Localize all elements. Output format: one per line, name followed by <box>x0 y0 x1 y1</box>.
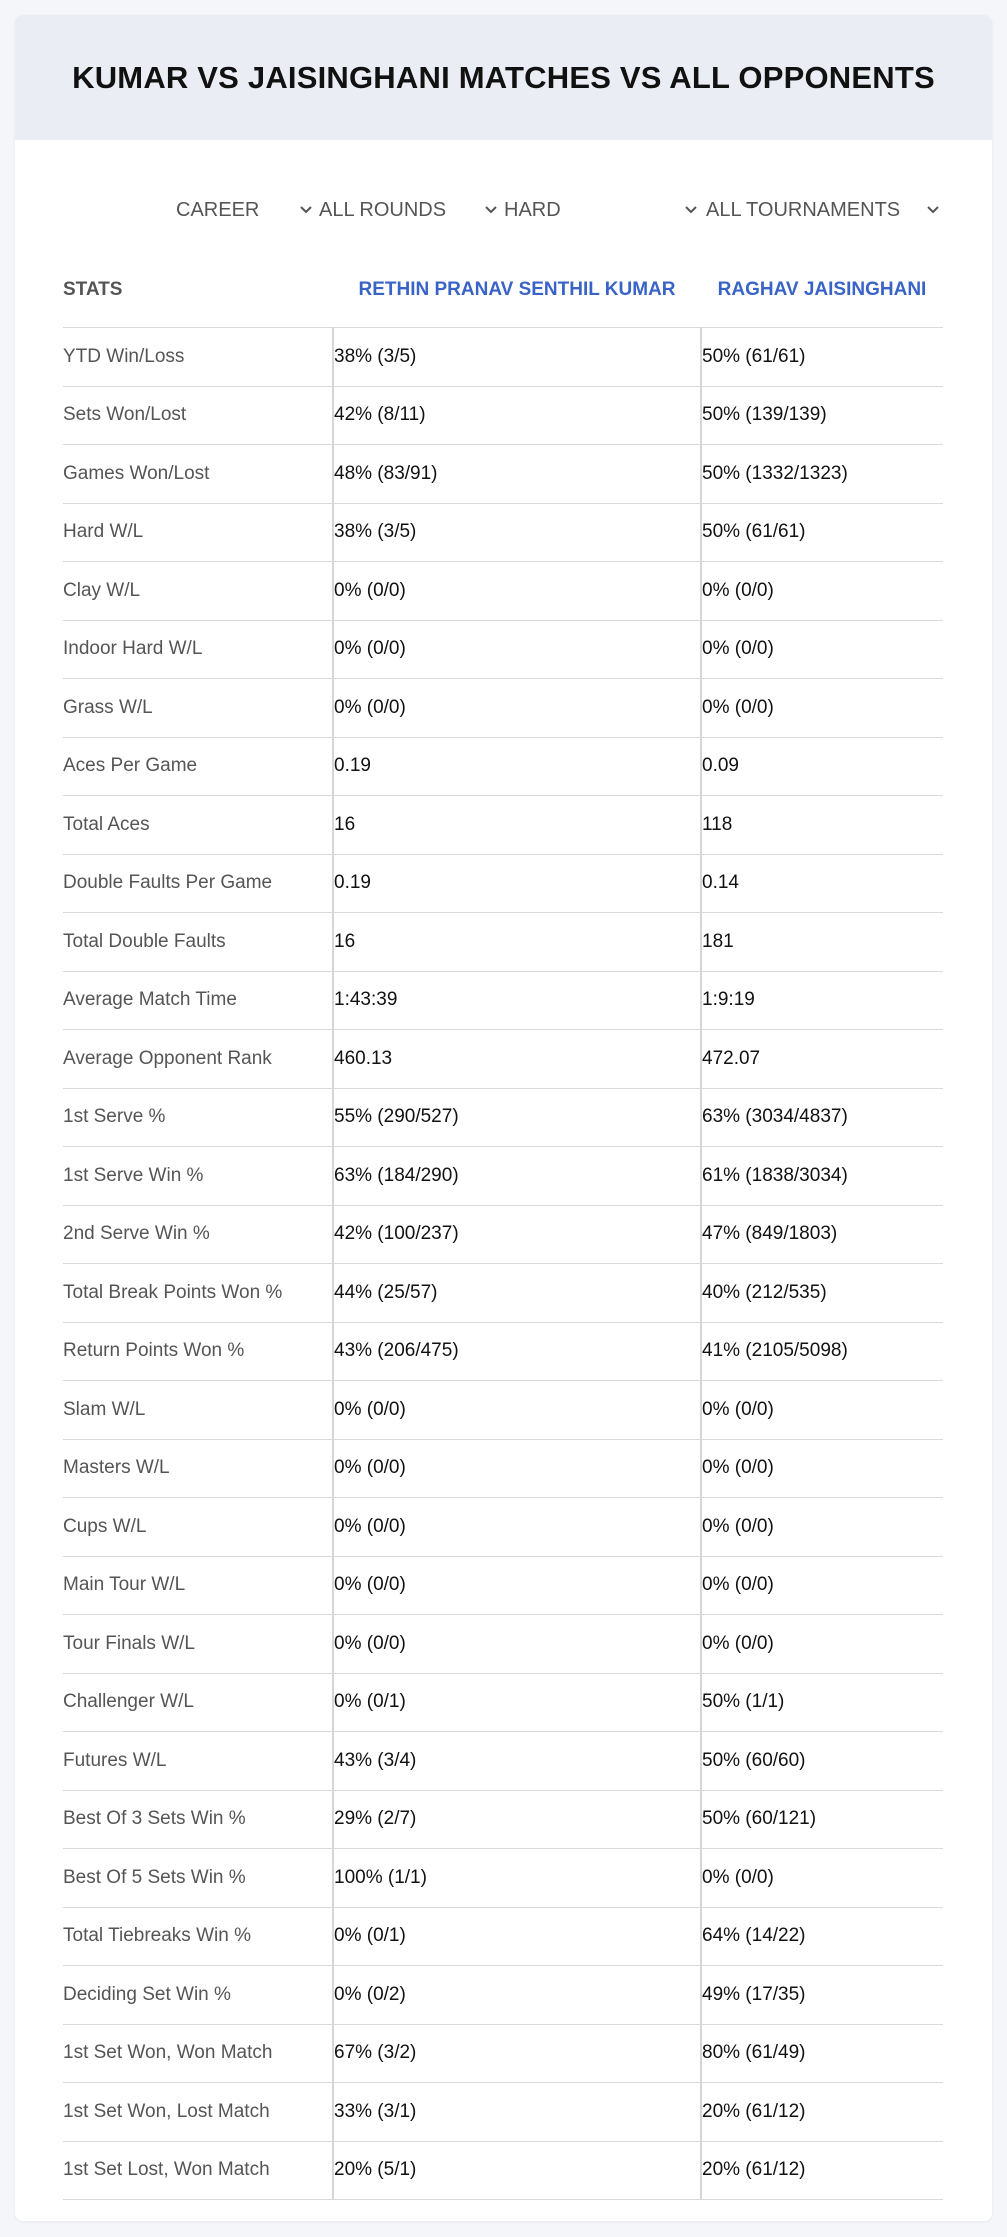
stat-label: Games Won/Lost <box>63 445 333 504</box>
table-row <box>63 2024 943 2083</box>
player2-value: 118 <box>701 796 943 855</box>
player1-value: 0% (0/0) <box>333 620 701 679</box>
tournament-dropdown-value: ALL TOURNAMENTS <box>706 198 901 221</box>
table-row <box>63 1790 943 1849</box>
chevron-down-icon <box>684 203 698 217</box>
stat-label: Futures W/L <box>63 1732 333 1791</box>
table-row <box>63 386 943 445</box>
player2-value: 0.14 <box>701 854 943 913</box>
period-dropdown-value: CAREER <box>176 198 260 221</box>
player1-value: 33% (3/1) <box>333 2083 701 2142</box>
stat-label: Best Of 5 Sets Win % <box>63 1849 333 1908</box>
player2-value: 50% (60/60) <box>701 1732 943 1791</box>
player2-value: 61% (1838/3034) <box>701 1147 943 1206</box>
stat-label: Sets Won/Lost <box>63 386 333 445</box>
player1-value: 42% (8/11) <box>333 386 701 445</box>
table-row <box>63 737 943 796</box>
stat-label: Deciding Set Win % <box>63 1966 333 2025</box>
stat-label: Best Of 3 Sets Win % <box>63 1790 333 1849</box>
player1-value: 0% (0/2) <box>333 1966 701 2025</box>
table-row <box>63 971 943 1030</box>
stat-label: Hard W/L <box>63 503 333 562</box>
stat-label: Tour Finals W/L <box>63 1615 333 1674</box>
player1-value: 0% (0/0) <box>333 1439 701 1498</box>
table-row <box>63 1439 943 1498</box>
player2-value: 20% (61/12) <box>701 2141 943 2200</box>
player2-value: 0% (0/0) <box>701 1615 943 1674</box>
player1-value: 0% (0/1) <box>333 1673 701 1732</box>
stat-label: Main Tour W/L <box>63 1556 333 1615</box>
player2-value: 49% (17/35) <box>701 1966 943 2025</box>
table-body <box>63 328 943 2200</box>
player1-value: 0% (0/0) <box>333 1615 701 1674</box>
stat-label: Total Break Points Won % <box>63 1264 333 1323</box>
stat-label: 1st Set Won, Lost Match <box>63 2083 333 2142</box>
table-row <box>63 2083 943 2142</box>
player1-value: 0% (0/0) <box>333 1381 701 1440</box>
stats-card <box>15 15 992 2221</box>
table-row <box>63 1732 943 1791</box>
table-row <box>63 1966 943 2025</box>
stat-label: Total Double Faults <box>63 913 333 972</box>
round-dropdown-value: ALL ROUNDS <box>319 198 447 221</box>
table-row <box>63 796 943 855</box>
table-row <box>63 1264 943 1323</box>
stat-label: Return Points Won % <box>63 1322 333 1381</box>
chevron-down-icon <box>299 203 313 217</box>
player1-value: 29% (2/7) <box>333 1790 701 1849</box>
page-title: KUMAR VS JAISINGHANI MATCHES VS ALL OPPONENTS <box>72 59 935 95</box>
stat-label: Total Aces <box>63 796 333 855</box>
period-dropdown[interactable] <box>176 190 313 230</box>
table-row <box>63 1147 943 1206</box>
player2-value: 0% (0/0) <box>701 562 943 621</box>
player2-value: 0% (0/0) <box>701 1849 943 1908</box>
stat-label: YTD Win/Loss <box>63 328 333 387</box>
player1-value: 43% (206/475) <box>333 1322 701 1381</box>
stat-label: Aces Per Game <box>63 737 333 796</box>
player2-value: 50% (61/61) <box>701 503 943 562</box>
table-row <box>63 854 943 913</box>
stat-label: Masters W/L <box>63 1439 333 1498</box>
stat-label: Total Tiebreaks Win % <box>63 1907 333 1966</box>
surface-dropdown[interactable] <box>504 190 698 230</box>
player1-value: 460.13 <box>333 1030 701 1089</box>
player1-column-header[interactable]: RETHIN PRANAV SENTHIL KUMAR <box>358 279 676 300</box>
chevron-down-icon <box>926 203 940 217</box>
stat-label: 1st Set Won, Won Match <box>63 2024 333 2083</box>
player2-value: 0% (0/0) <box>701 620 943 679</box>
stat-label: Indoor Hard W/L <box>63 620 333 679</box>
player1-value: 100% (1/1) <box>333 1849 701 1908</box>
table-row <box>63 1088 943 1147</box>
stat-label: Grass W/L <box>63 679 333 738</box>
player2-value: 50% (1332/1323) <box>701 445 943 504</box>
comparison-table <box>63 253 943 2200</box>
stat-label: Average Opponent Rank <box>63 1030 333 1089</box>
stats-column-header: STATS <box>63 279 123 300</box>
stat-label: 2nd Serve Win % <box>63 1205 333 1264</box>
table-row <box>63 1205 943 1264</box>
player1-value: 0.19 <box>333 737 701 796</box>
table-row <box>63 1673 943 1732</box>
player1-value: 38% (3/5) <box>333 328 701 387</box>
table-row <box>63 562 943 621</box>
table-row <box>63 1849 943 1908</box>
player1-value: 16 <box>333 913 701 972</box>
chevron-down-icon <box>484 203 498 217</box>
player2-value: 64% (14/22) <box>701 1907 943 1966</box>
player2-value: 63% (3034/4837) <box>701 1088 943 1147</box>
player1-value: 0% (0/0) <box>333 1498 701 1557</box>
player2-value: 0% (0/0) <box>701 1381 943 1440</box>
stat-label: Cups W/L <box>63 1498 333 1557</box>
player2-column-header[interactable]: RAGHAV JAISINGHANI <box>717 279 927 300</box>
filter-bar <box>15 190 992 230</box>
player1-value: 38% (3/5) <box>333 503 701 562</box>
stat-label: Slam W/L <box>63 1381 333 1440</box>
stat-label: 1st Serve Win % <box>63 1147 333 1206</box>
player1-value: 42% (100/237) <box>333 1205 701 1264</box>
player1-value: 43% (3/4) <box>333 1732 701 1791</box>
player2-value: 50% (1/1) <box>701 1673 943 1732</box>
player2-value: 0% (0/0) <box>701 1556 943 1615</box>
table-row <box>63 1615 943 1674</box>
player1-value: 1:43:39 <box>333 971 701 1030</box>
player2-value: 20% (61/12) <box>701 2083 943 2142</box>
player1-value: 0.19 <box>333 854 701 913</box>
stat-label: Clay W/L <box>63 562 333 621</box>
player2-value: 50% (61/61) <box>701 328 943 387</box>
player2-value: 50% (139/139) <box>701 386 943 445</box>
table-row <box>63 913 943 972</box>
player2-value: 80% (61/49) <box>701 2024 943 2083</box>
player1-value: 44% (25/57) <box>333 1264 701 1323</box>
table-row <box>63 1498 943 1557</box>
player1-value: 0% (0/1) <box>333 1907 701 1966</box>
table-row <box>63 620 943 679</box>
table-row <box>63 445 943 504</box>
surface-dropdown-value: HARD <box>504 198 561 221</box>
player1-value: 67% (3/2) <box>333 2024 701 2083</box>
player2-value: 1:9:19 <box>701 971 943 1030</box>
table-row <box>63 1556 943 1615</box>
round-dropdown[interactable] <box>319 190 498 230</box>
player2-value: 0% (0/0) <box>701 1439 943 1498</box>
table-row <box>63 503 943 562</box>
tournament-dropdown[interactable] <box>706 190 940 230</box>
player1-value: 0% (0/0) <box>333 679 701 738</box>
stat-label: 1st Set Lost, Won Match <box>63 2141 333 2200</box>
player2-value: 0% (0/0) <box>701 679 943 738</box>
player1-value: 0% (0/0) <box>333 1556 701 1615</box>
table-row <box>63 679 943 738</box>
player2-value: 0.09 <box>701 737 943 796</box>
player1-value: 63% (184/290) <box>333 1147 701 1206</box>
player1-value: 16 <box>333 796 701 855</box>
player2-value: 47% (849/1803) <box>701 1205 943 1264</box>
table-row <box>63 2141 943 2200</box>
player2-value: 0% (0/0) <box>701 1498 943 1557</box>
table-header-row <box>63 253 943 328</box>
player1-value: 48% (83/91) <box>333 445 701 504</box>
player2-value: 472.07 <box>701 1030 943 1089</box>
player2-value: 181 <box>701 913 943 972</box>
table-row <box>63 1907 943 1966</box>
stat-label: Double Faults Per Game <box>63 854 333 913</box>
player2-value: 40% (212/535) <box>701 1264 943 1323</box>
stat-label: Challenger W/L <box>63 1673 333 1732</box>
page-header <box>15 15 992 140</box>
table-row <box>63 1030 943 1089</box>
table-row <box>63 1381 943 1440</box>
table-row <box>63 1322 943 1381</box>
player1-value: 55% (290/527) <box>333 1088 701 1147</box>
player2-value: 41% (2105/5098) <box>701 1322 943 1381</box>
stat-label: 1st Serve % <box>63 1088 333 1147</box>
player1-value: 20% (5/1) <box>333 2141 701 2200</box>
player1-value: 0% (0/0) <box>333 562 701 621</box>
player2-value: 50% (60/121) <box>701 1790 943 1849</box>
stat-label: Average Match Time <box>63 971 333 1030</box>
table-row <box>63 328 943 387</box>
